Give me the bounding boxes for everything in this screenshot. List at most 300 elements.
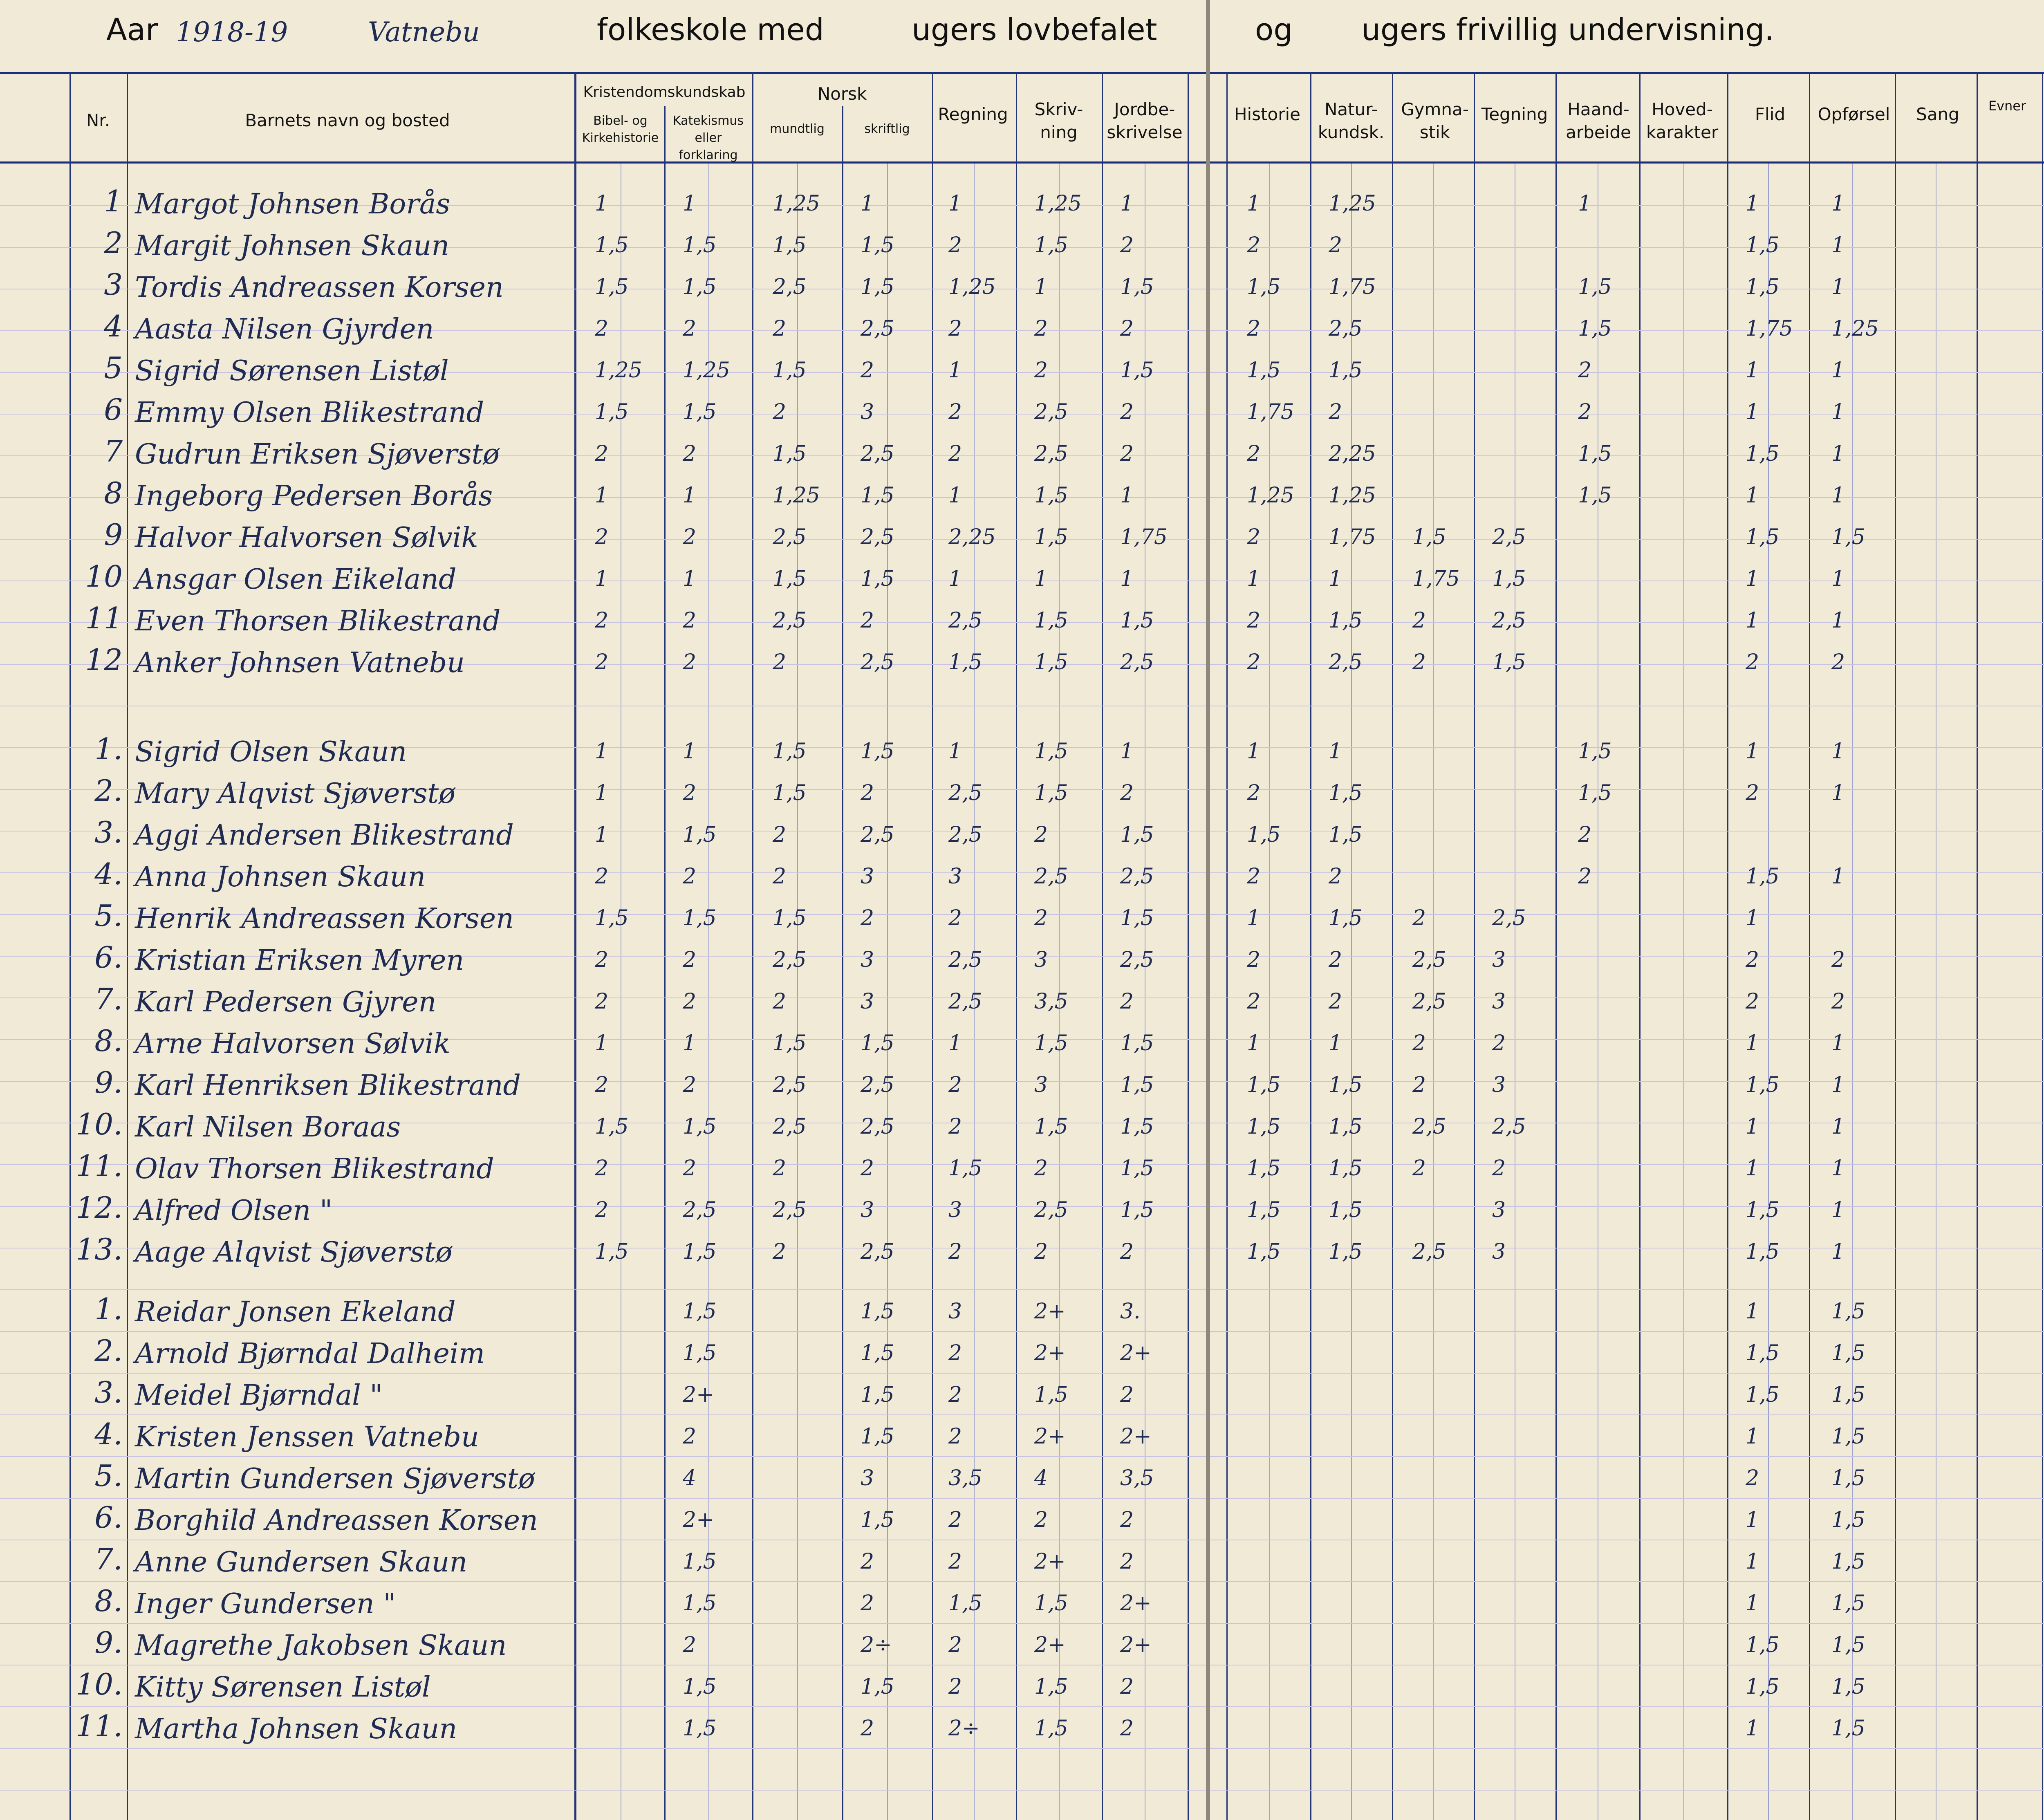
grade-mark: 1,5 (1578, 275, 1612, 299)
grade-mark: 2,5 (948, 781, 982, 805)
grade-mark: 1,5 (683, 233, 717, 258)
grade-mark: 2+ (683, 1508, 714, 1532)
grade-mark: 1,5 (1831, 1466, 1865, 1491)
grade-mark: 2 (861, 1156, 874, 1181)
student-name: Gudrun Eriksen Sjøverstø (135, 438, 500, 471)
student-name: Anne Gundersen Skaun (135, 1546, 468, 1578)
grade-mark: 1 (1034, 567, 1048, 591)
student-name: Kristian Eriksen Myren (135, 944, 464, 977)
ruled-line (0, 1623, 1206, 1624)
grade-mark: 1 (1746, 739, 1759, 764)
grade-mark: 2 (595, 989, 609, 1014)
grade-mark: 2,5 (1329, 316, 1363, 341)
grade-mark: 2 (773, 864, 787, 889)
grade-mark: 2 (1492, 1156, 1506, 1181)
student-nr: 2. (94, 773, 123, 808)
grade-mark: 1,5 (1120, 1198, 1154, 1222)
grade-mark: 2,5 (1034, 400, 1068, 424)
grade-mark: 1 (1746, 1156, 1759, 1181)
grade-mark: 1,75 (1412, 567, 1460, 591)
grade-mark: 1,5 (1746, 1073, 1780, 1097)
grade-mark: 1,5 (948, 1156, 982, 1181)
grade-mark: 2 (773, 989, 787, 1014)
grade-mark: 2 (683, 1424, 697, 1449)
grade-mark: 2,5 (773, 1073, 807, 1097)
grade-mark: 1,5 (861, 1508, 894, 1532)
grade-mark: 1,5 (1247, 823, 1281, 847)
grade-mark: 2 (948, 316, 962, 341)
col-opforsel: Opførsel (1818, 104, 1890, 124)
grade-mark: 1 (1746, 1114, 1759, 1139)
student-name: Martin Gundersen Sjøverstø (135, 1463, 535, 1495)
grade-mark: 1,5 (683, 400, 717, 424)
grade-mark: 2÷ (948, 1716, 980, 1741)
grade-mark: 2 (683, 989, 697, 1014)
grade-mark: 1,5 (1034, 1114, 1068, 1139)
grade-mark: 1,5 (683, 1674, 717, 1699)
student-nr: 3. (94, 815, 123, 849)
grade-mark: 2 (1247, 233, 1261, 258)
rule-r5 (1639, 72, 1641, 1820)
title-og: og (1255, 12, 1293, 47)
grade-mark: 1,5 (1034, 1591, 1068, 1616)
grade-mark: 1 (1831, 1239, 1845, 1264)
grade-mark: 1 (1831, 442, 1845, 466)
grade-mark: 1,25 (1247, 483, 1294, 508)
grade-mark: 1,5 (683, 906, 717, 930)
student-nr: 8. (94, 1024, 123, 1058)
grade-mark: 1,5 (1329, 1073, 1363, 1097)
grade-mark: 1 (595, 781, 609, 805)
grade-mark: 3 (1492, 989, 1506, 1014)
grade-mark: 1,5 (1120, 1073, 1154, 1097)
grade-mark: 2 (1329, 864, 1342, 889)
student-name: Kristen Jenssen Vatnebu (135, 1421, 479, 1453)
grade-mark: 3,5 (948, 1466, 982, 1491)
student-nr: 5 (104, 351, 123, 385)
grade-mark: 2,5 (683, 1198, 717, 1222)
grade-mark: 1 (1746, 483, 1759, 508)
grade-mark: 1 (683, 567, 697, 591)
grade-mark: 2 (948, 1114, 962, 1139)
grade-mark: 1 (1120, 483, 1134, 508)
ruled-line (0, 1373, 1206, 1374)
ruled-line (1210, 1581, 2044, 1582)
grade-mark: 1,5 (861, 1299, 894, 1324)
grade-mark: 1,25 (1329, 483, 1376, 508)
student-nr: 2. (94, 1334, 123, 1368)
grade-mark: 1,5 (1492, 567, 1526, 591)
grade-mark: 2 (861, 1716, 874, 1741)
grade-mark: 1,5 (1746, 525, 1780, 549)
header-rule-top (0, 72, 1206, 74)
grade-mark: 1 (1247, 567, 1261, 591)
grade-mark: 2 (1120, 781, 1134, 805)
rule-r3 (1474, 72, 1475, 1820)
student-nr: 9 (104, 518, 123, 552)
grade-mark: 1 (1746, 191, 1759, 216)
grade-mark: 4 (683, 1466, 697, 1491)
grade-mark: 2 (1412, 1073, 1426, 1097)
grade-mark: 3. (1120, 1299, 1141, 1324)
grade-mark: 2,5 (861, 442, 894, 466)
grade-mark: 2 (1412, 1156, 1426, 1181)
grade-mark: 2 (861, 358, 874, 383)
grade-mark: 2+ (1034, 1549, 1066, 1574)
grade-mark: 2 (1329, 989, 1342, 1014)
grade-mark: 1,5 (773, 781, 807, 805)
grade-mark: 2 (948, 1341, 962, 1365)
grade-mark: 2 (861, 608, 874, 633)
grade-mark: 1 (1746, 1549, 1759, 1574)
ruled-line (0, 1790, 1206, 1791)
grade-mark: 1 (1746, 1299, 1759, 1324)
grade-mark: 1,5 (1578, 483, 1612, 508)
student-name: Arne Halvorsen Sølvik (135, 1028, 450, 1060)
grade-mark: 2 (1412, 906, 1426, 930)
grade-mark: 2 (861, 781, 874, 805)
grade-mark: 2 (1120, 1674, 1134, 1699)
student-nr: 6 (104, 392, 123, 427)
grade-mark: 3 (861, 1198, 874, 1222)
student-name: Aasta Nilsen Gjyrden (135, 313, 434, 345)
grade-mark: 1,5 (1329, 1114, 1363, 1139)
student-name: Aggi Andersen Blikestrand (135, 819, 514, 852)
ruled-line (1210, 1289, 2044, 1290)
grade-mark: 1 (1831, 483, 1845, 508)
grade-mark: 1 (1831, 608, 1845, 633)
ruled-line (1210, 1623, 2044, 1624)
grade-mark: 1 (1831, 1031, 1845, 1056)
rule-kristendom (752, 72, 753, 1820)
grade-mark: 1,5 (773, 739, 807, 764)
grade-mark: 1,5 (683, 1114, 717, 1139)
grade-mark: 1,75 (1329, 275, 1376, 299)
grade-mark: 1,5 (1034, 483, 1068, 508)
student-nr: 12. (76, 1190, 123, 1225)
grade-mark: 2,5 (1412, 948, 1446, 972)
rule-jordbe (1188, 72, 1189, 1820)
grade-mark: 2 (1247, 864, 1261, 889)
grade-mark: 1,5 (1120, 1114, 1154, 1139)
grade-mark: 2 (773, 650, 787, 675)
grade-mark: 1,5 (1120, 1156, 1154, 1181)
student-nr: 3. (94, 1375, 123, 1410)
rule-kristendom-split (664, 106, 666, 1820)
grade-mark: 1,5 (1329, 1156, 1363, 1181)
grade-mark: 2 (861, 1591, 874, 1616)
grade-mark: 1 (1247, 191, 1261, 216)
grade-mark: 1,5 (683, 1591, 717, 1616)
grade-mark: 1,5 (1247, 1073, 1281, 1097)
subrule (1768, 164, 1769, 1820)
grade-mark: 1,5 (1329, 823, 1363, 847)
ruled-line (1210, 1748, 2044, 1749)
grade-mark: 2,5 (861, 1114, 894, 1139)
grade-mark: 2 (683, 442, 697, 466)
grade-mark: 2 (1329, 233, 1342, 258)
grade-mark: 2,5 (1034, 442, 1068, 466)
grade-mark: 1,25 (773, 483, 820, 508)
grade-mark: 1 (1831, 275, 1845, 299)
grade-mark: 2 (1412, 608, 1426, 633)
grade-mark: 2 (1247, 781, 1261, 805)
student-nr: 12 (85, 643, 123, 677)
rule-regning (1016, 72, 1017, 1820)
student-name: Henrik Andreassen Korsen (135, 903, 514, 935)
grade-mark: 1,25 (1831, 316, 1879, 341)
col-natur: Natur-kundsk. (1318, 99, 1385, 142)
student-name: Alfred Olsen " (135, 1195, 333, 1227)
grade-mark: 1 (595, 483, 609, 508)
grade-mark: 1 (948, 567, 962, 591)
ruled-line (1210, 1414, 2044, 1415)
grade-mark: 1 (683, 739, 697, 764)
grade-mark: 2 (595, 1198, 609, 1222)
grade-mark: 2 (683, 608, 697, 633)
student-name: Even Thorsen Blikestrand (135, 605, 501, 637)
grade-mark: 1 (1247, 906, 1261, 930)
grade-mark: 2,5 (861, 1239, 894, 1264)
rule-r2 (1392, 72, 1393, 1820)
grade-mark: 1,5 (1034, 233, 1068, 258)
student-nr: 8 (104, 476, 123, 510)
grade-mark: 1 (1746, 608, 1759, 633)
col-regning: Regning (938, 104, 1008, 124)
grade-mark: 1,5 (1329, 1239, 1363, 1264)
rule-r6 (1727, 72, 1728, 1820)
grade-mark: 2÷ (861, 1633, 892, 1657)
grade-mark: 2 (948, 1633, 962, 1657)
grade-mark: 1 (1831, 739, 1845, 764)
grade-mark: 1 (1120, 191, 1134, 216)
grade-mark: 1,5 (1247, 275, 1281, 299)
grade-mark: 3 (948, 864, 962, 889)
student-nr: 7. (94, 1542, 123, 1576)
grade-mark: 2+ (1034, 1633, 1066, 1657)
grade-mark: 1 (1831, 400, 1845, 424)
grade-mark: 1,5 (595, 400, 629, 424)
grade-mark: 1,5 (1831, 1424, 1865, 1449)
title-part1: folkeskole med (597, 12, 824, 47)
grade-mark: 1,5 (1746, 1674, 1780, 1699)
grade-mark: 1 (1746, 1424, 1759, 1449)
grade-mark: 1 (1831, 191, 1845, 216)
grade-mark: 1,5 (595, 233, 629, 258)
grade-mark: 2,5 (1034, 1198, 1068, 1222)
grade-mark: 1 (1746, 358, 1759, 383)
rule-r4 (1555, 72, 1557, 1820)
grade-mark: 1,5 (1578, 442, 1612, 466)
grade-mark: 2,5 (1034, 864, 1068, 889)
grade-mark: 2 (773, 316, 787, 341)
grade-mark: 1,5 (1034, 650, 1068, 675)
student-name: Magrethe Jakobsen Skaun (135, 1629, 507, 1662)
grade-mark: 1 (1578, 191, 1592, 216)
grade-mark: 1,5 (1831, 1383, 1865, 1407)
student-nr: 1. (94, 1292, 123, 1326)
grade-mark: 2,5 (1412, 1114, 1446, 1139)
grade-mark: 1,5 (773, 567, 807, 591)
grade-mark: 2,5 (948, 989, 982, 1014)
grade-mark: 2 (861, 906, 874, 930)
ruled-line (0, 1498, 1206, 1499)
student-name: Meidel Bjørndal " (135, 1379, 383, 1412)
grade-mark: 2 (1120, 989, 1134, 1014)
grade-mark: 1 (948, 191, 962, 216)
grade-mark: 2 (595, 864, 609, 889)
grade-mark: 2 (1329, 400, 1342, 424)
student-name: Anna Johnsen Skaun (135, 861, 426, 893)
grade-mark: 1 (1831, 1156, 1845, 1181)
grade-mark: 2 (1746, 1466, 1759, 1491)
grade-mark: 1 (1746, 906, 1759, 930)
grade-mark: 1,5 (1746, 1633, 1780, 1657)
grade-mark: 2 (948, 442, 962, 466)
grade-mark: 1,5 (1746, 233, 1780, 258)
grade-mark: 2 (1034, 358, 1048, 383)
grade-mark: 1 (1746, 1591, 1759, 1616)
grade-mark: 1,5 (683, 1239, 717, 1264)
grade-mark: 1,5 (1034, 1031, 1068, 1056)
ruled-line (0, 1706, 1206, 1707)
grade-mark: 1,5 (1120, 906, 1154, 930)
grade-mark: 1,5 (1412, 525, 1446, 549)
grade-mark: 2,5 (1120, 650, 1154, 675)
col-katekismus: Katekismus eller forklaring (673, 114, 744, 162)
grade-mark: 1,25 (773, 191, 820, 216)
student-name: Kitty Sørensen Listøl (135, 1671, 431, 1703)
grade-mark: 1,5 (1329, 781, 1363, 805)
grade-mark: 2,5 (861, 316, 894, 341)
grade-mark: 2 (1120, 1716, 1134, 1741)
grade-mark: 2,5 (861, 1073, 894, 1097)
grade-mark: 4 (1034, 1466, 1048, 1491)
grade-mark: 1,5 (1831, 1591, 1865, 1616)
grade-mark: 1,5 (1034, 781, 1068, 805)
col-tegning: Tegning (1481, 104, 1548, 124)
grade-mark: 2 (1034, 1156, 1048, 1181)
grade-mark: 2,5 (1492, 906, 1526, 930)
grade-mark: 2,5 (1120, 864, 1154, 889)
grade-mark: 2 (595, 1073, 609, 1097)
grade-mark: 1,5 (948, 1591, 982, 1616)
grade-mark: 1,5 (773, 358, 807, 383)
grade-mark: 1,5 (1831, 1633, 1865, 1657)
grade-mark: 2 (948, 233, 962, 258)
grade-mark: 2 (948, 1383, 962, 1407)
grade-mark: 2 (595, 525, 609, 549)
grade-mark: 2 (683, 1633, 697, 1657)
col-jordbe: Jordbe-skrivelse (1107, 99, 1183, 142)
grade-mark: 2,5 (948, 823, 982, 847)
grade-mark: 2 (948, 906, 962, 930)
grade-mark: 2+ (1120, 1424, 1152, 1449)
grade-mark: 1 (595, 739, 609, 764)
grade-mark: 1,5 (1034, 739, 1068, 764)
header-rule-bottom-right (1210, 161, 2044, 164)
grade-mark: 2 (595, 1156, 609, 1181)
grade-mark: 1 (948, 739, 962, 764)
ruled-line (1210, 1790, 2044, 1791)
col-hoved: Hoved-karakter (1646, 99, 1719, 142)
grade-mark: 2 (1831, 989, 1845, 1014)
year-label: Aar (106, 12, 158, 47)
grade-mark: 2,5 (773, 525, 807, 549)
grade-mark: 2,25 (1329, 442, 1376, 466)
grade-mark: 1,75 (1247, 400, 1294, 424)
student-nr: 11. (76, 1149, 123, 1183)
grade-mark: 2 (948, 1508, 962, 1532)
grade-mark: 2 (1247, 525, 1261, 549)
grade-mark: 1 (1831, 781, 1845, 805)
rule-norsk (932, 72, 933, 1820)
grade-mark: 1 (1831, 1073, 1845, 1097)
grade-mark: 2 (948, 1674, 962, 1699)
grade-mark: 3 (1492, 1198, 1506, 1222)
student-nr: 4. (94, 857, 123, 891)
grade-mark: 3 (1492, 948, 1506, 972)
grade-mark: 1,5 (773, 442, 807, 466)
grade-mark: 1 (1329, 739, 1342, 764)
grade-mark: 1,5 (1120, 358, 1154, 383)
grade-mark: 1,5 (1578, 316, 1612, 341)
rule-r7 (1809, 72, 1810, 1820)
student-name: Emmy Olsen Blikestrand (135, 397, 484, 429)
grade-mark: 3,5 (1034, 989, 1068, 1014)
grade-mark: 1 (1120, 567, 1134, 591)
grade-mark: 1 (683, 483, 697, 508)
grade-mark: 1,5 (595, 1239, 629, 1264)
grade-mark: 2 (1034, 906, 1048, 930)
grade-mark: 2 (1120, 442, 1134, 466)
grade-mark: 2 (1746, 989, 1759, 1014)
grade-mark: 1,75 (1746, 316, 1793, 341)
grade-mark: 2 (1247, 989, 1261, 1014)
rule-r0 (1226, 72, 1228, 1820)
grade-mark: 1 (595, 1031, 609, 1056)
grade-mark: 2,5 (861, 650, 894, 675)
grade-mark: 1 (948, 483, 962, 508)
grade-mark: 1,5 (1329, 608, 1363, 633)
grade-mark: 1,5 (1831, 1299, 1865, 1324)
grade-mark: 1,5 (1120, 608, 1154, 633)
grade-mark: 2 (948, 1239, 962, 1264)
grade-mark: 3 (861, 948, 874, 972)
col-sang: Sang (1916, 104, 1959, 124)
grade-mark: 1,5 (683, 1299, 717, 1324)
grade-mark: 1,5 (1746, 275, 1780, 299)
grade-mark: 1,5 (1247, 358, 1281, 383)
grade-mark: 2+ (1120, 1633, 1152, 1657)
grade-mark: 2,5 (773, 1114, 807, 1139)
grade-mark: 2,5 (1120, 948, 1154, 972)
student-name: Olav Thorsen Blikestrand (135, 1153, 494, 1185)
grade-mark: 2 (1247, 608, 1261, 633)
grade-mark: 2,5 (1492, 1114, 1526, 1139)
student-nr: 3 (104, 267, 123, 302)
grade-mark: 2 (1412, 650, 1426, 675)
subrule (887, 164, 888, 1820)
grade-mark: 2 (773, 1239, 787, 1264)
grade-mark: 1,5 (1831, 525, 1865, 549)
student-name: Inger Gundersen " (135, 1588, 396, 1620)
grade-mark: 1,5 (861, 1341, 894, 1365)
grade-mark: 2 (595, 948, 609, 972)
student-nr: 7 (104, 434, 123, 468)
grade-mark: 3 (948, 1198, 962, 1222)
grade-mark: 3 (861, 400, 874, 424)
